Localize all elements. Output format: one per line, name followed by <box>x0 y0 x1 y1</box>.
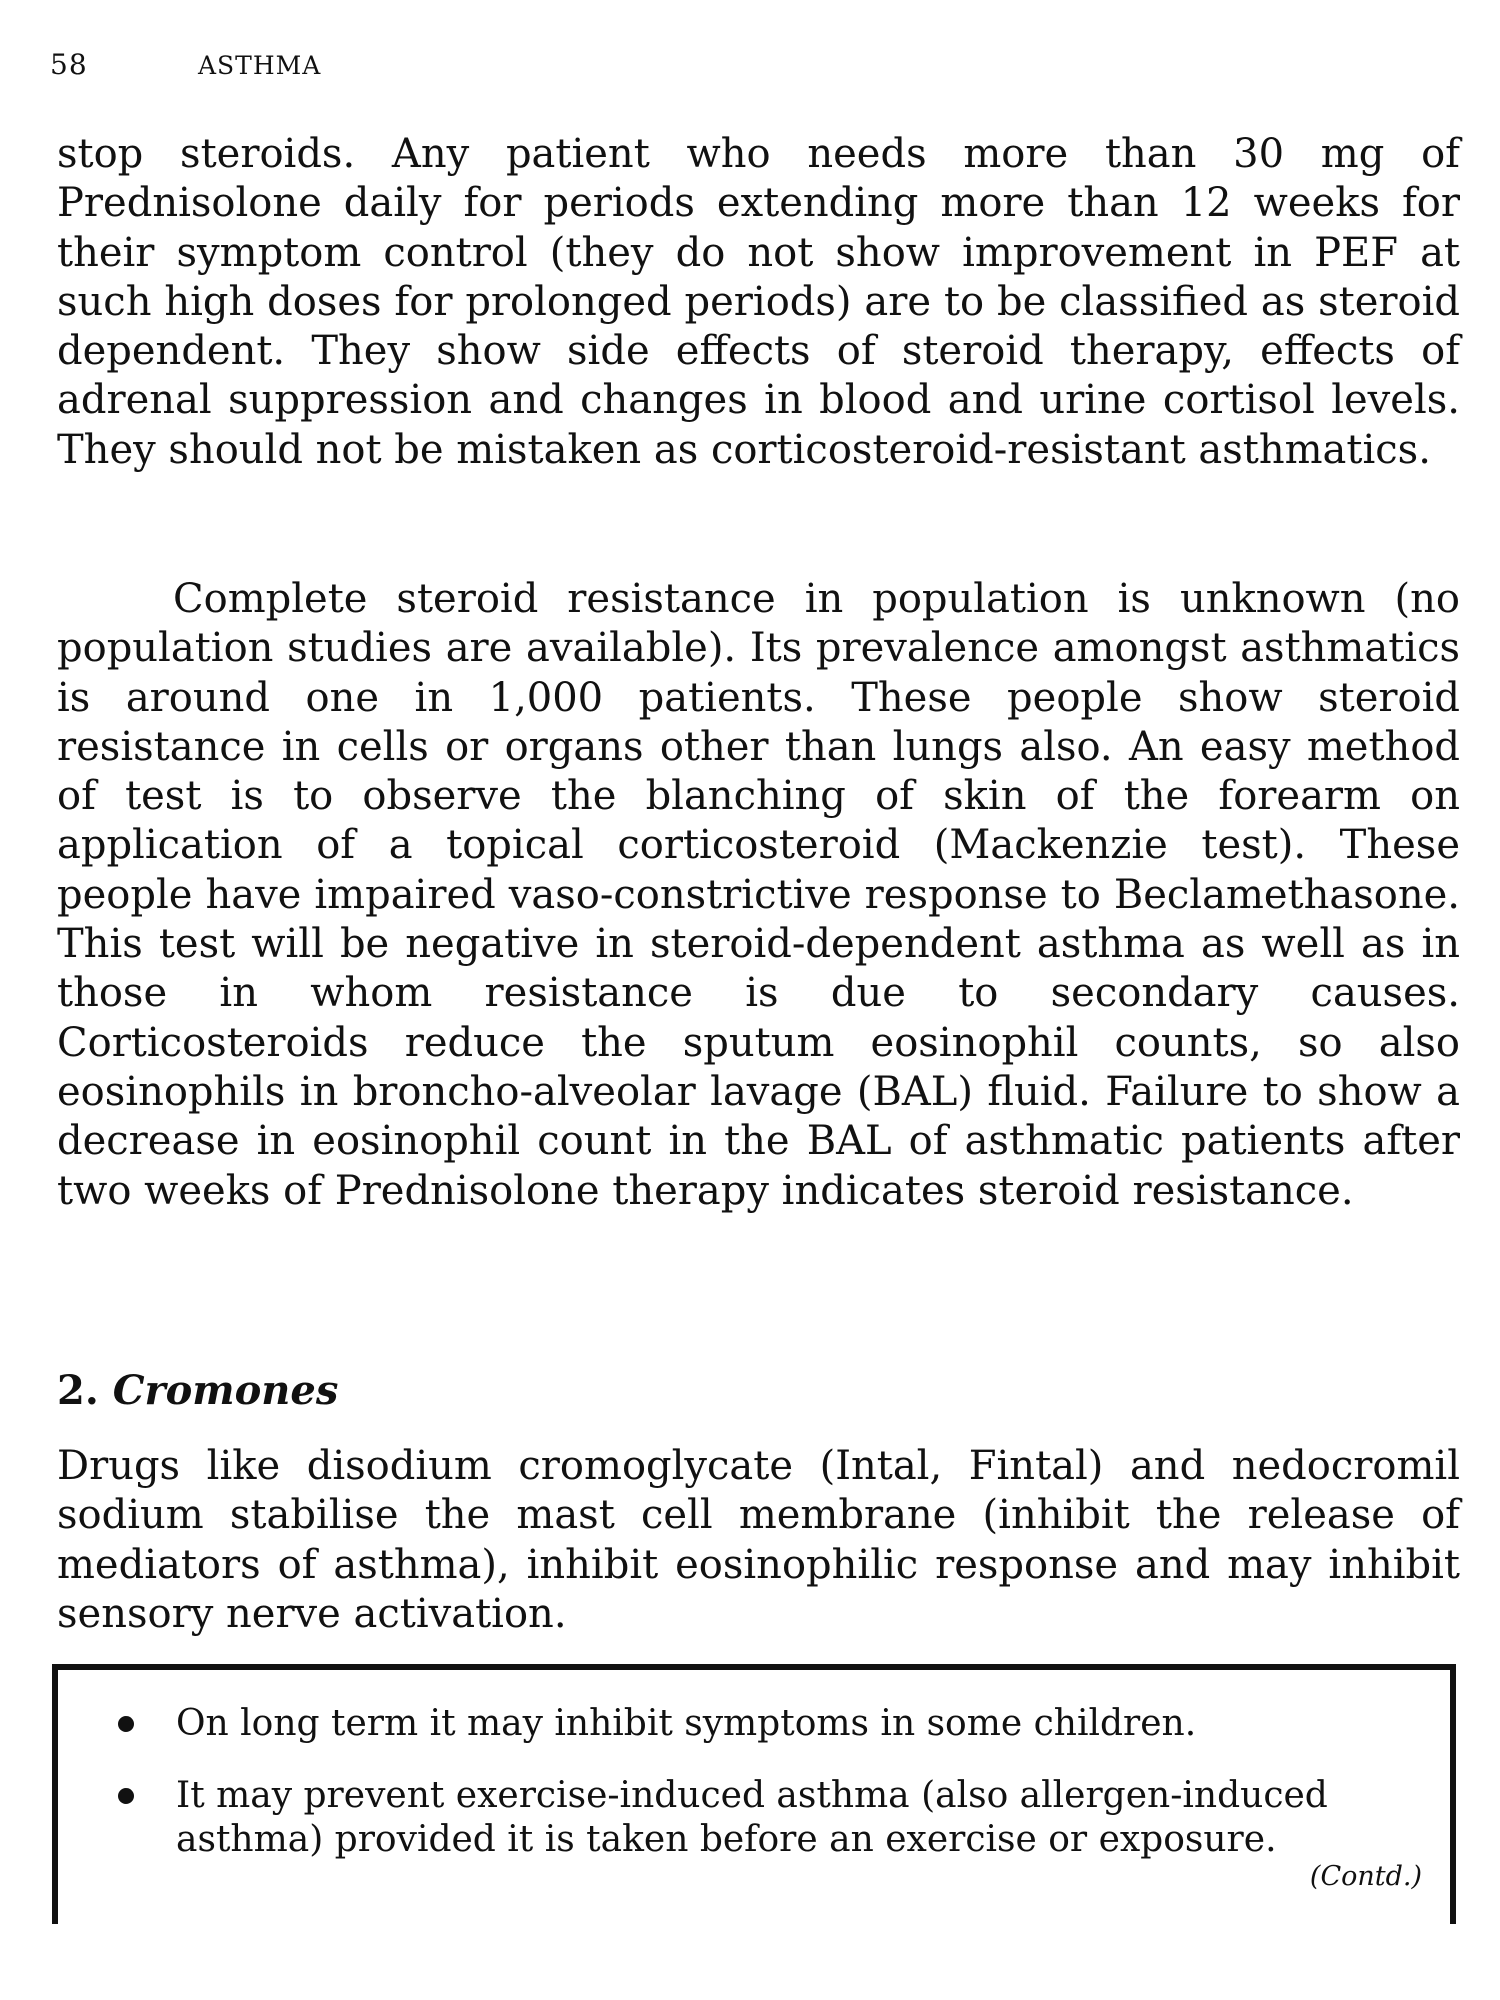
running-head <box>50 48 321 81</box>
paragraph-cromones: Drugs like disodium cromoglycate (Intal, Fintal) and nedocromil sodium stabilise the mast cell membrane (inhibit the release of mediators of asthma), inhibit eosinophilic response and may inhibit sensory nerve activation. <box>57 1443 1460 1637</box>
callout-bullet-list <box>112 1702 1424 1890</box>
list-item <box>112 1702 1424 1746</box>
bullet-icon <box>118 1788 134 1804</box>
chapter-title: ASTHMA <box>198 51 322 80</box>
list-item <box>112 1774 1424 1862</box>
continued-label: (Contd.) <box>1309 1861 1422 1892</box>
paragraph-steroid-resistance: Complete steroid resistance in population is unknown (no population studies are available). Its prevalence amongst asthmatics is around one in 1,000 patients. These people show steroid resistance in cells or organs other than lungs also. An easy method of test is to observe the blanching of skin of the forearm on application of a topical corticosteroid (Mackenzie test). These people have impaired vaso-constrictive response to Beclamethasone. This test will be negative in steroid-dependent asthma as well as in those in whom resistance is due to secondary causes. Corticosteroids reduce the sputum eosinophil counts, so also eosinophils in broncho-alveolar lavage (BAL) fluid. Failure to show a decrease in eosinophil count in the BAL of asthmatic patients after two weeks of Prednisolone therapy indicates steroid resistance. <box>57 576 1460 1214</box>
page-number: 58 <box>50 48 88 81</box>
section-number: 2. <box>57 1367 99 1414</box>
bullet-text: It may prevent exercise-induced asthma (also allergen-induced asthma) provided it is taken before an exercise or exposure. <box>176 1775 1328 1860</box>
section-heading <box>57 1367 338 1414</box>
callout-box <box>52 1664 1456 1924</box>
bullet-icon <box>118 1716 134 1732</box>
bullet-text: On long term it may inhibit symptoms in some children. <box>176 1703 1197 1744</box>
section-title: Cromones <box>112 1367 339 1414</box>
paragraph-steroid-dependence: stop steroids. Any patient who needs more than 30 mg of Prednisolone daily for periods extending more than 12 weeks for their symptom control (they do not show improvement in PEF at such high doses for prolonged periods) are to be classified as steroid dependent. They show side effects of steroid therapy, effects of adrenal suppression and changes in blood and urine cortisol levels. They should not be mistaken as corticosteroid-resistant asthmatics. <box>57 131 1460 473</box>
